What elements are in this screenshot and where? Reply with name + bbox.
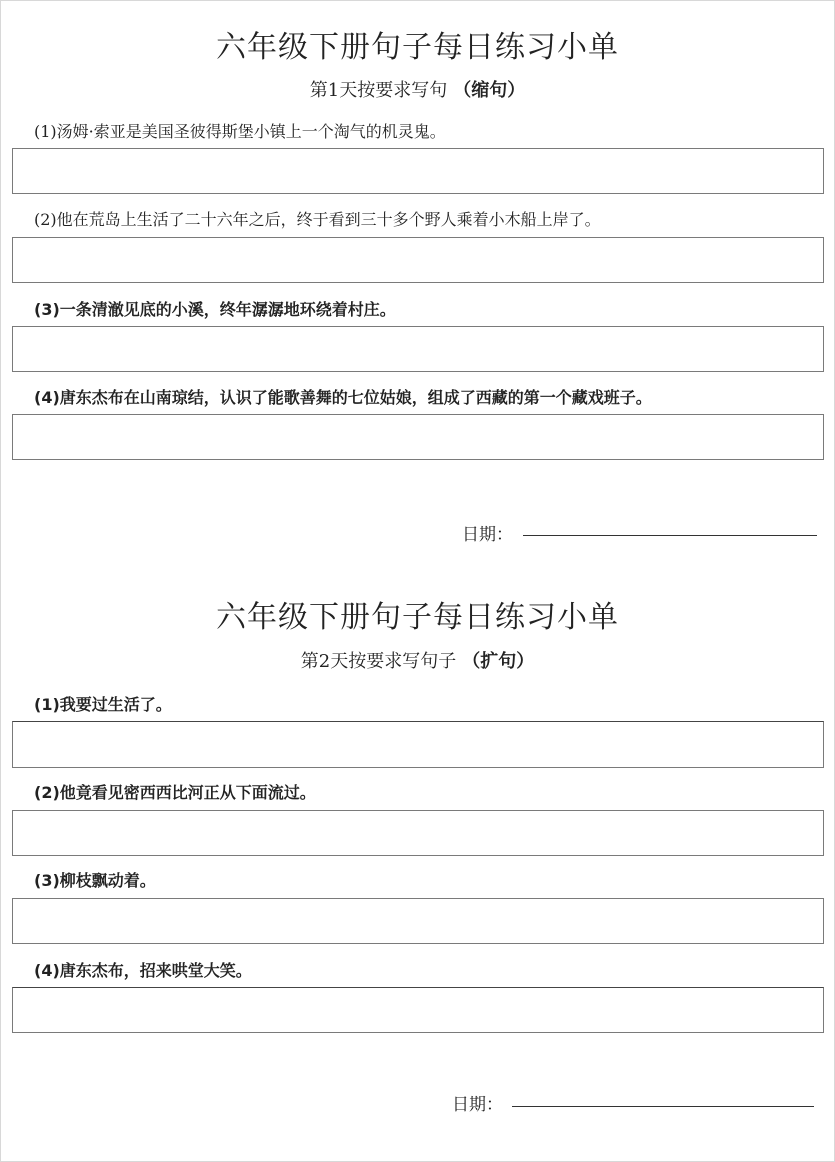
section2-answer-box-4[interactable] — [12, 987, 824, 1033]
section2-question-3: (3)柳枝飘动着。 — [34, 871, 156, 890]
section1-answer-box-4[interactable] — [12, 414, 824, 460]
section1-subtitle — [0, 76, 835, 102]
section2-date-label: 日期： — [452, 1095, 503, 1115]
section2-subtitle-emphasis: （扩句） — [462, 651, 535, 672]
section2-answer-box-2[interactable] — [12, 810, 824, 856]
section2-title: 六年级下册句子每日练习小单 — [216, 600, 619, 635]
section2-question-1: (1)我要过生活了。 — [34, 695, 172, 714]
section2-question-2: (2)他竟看见密西西比河正从下面流过。 — [34, 783, 316, 802]
section1-answer-box-2[interactable] — [12, 237, 824, 283]
section1-answer-box-3[interactable] — [12, 326, 824, 372]
section2-question-4: (4)唐东杰布，招来哄堂大笑。 — [34, 961, 252, 980]
section1-question-2: (2)他在荒岛上生活了二十六年之后，终于看到三十多个野人乘着小木船上岸了。 — [34, 210, 601, 229]
section1-question-3: (3)一条清澈见底的小溪，终年潺潺地环绕着村庄。 — [34, 300, 396, 319]
section1-question-4: (4)唐东杰布在山南琼结，认识了能歌善舞的七位姑娘，组成了西藏的第一个藏戏班子。 — [34, 388, 652, 407]
section2-subtitle-text: 第2天按要求写句子 — [300, 651, 457, 672]
section1-date-line[interactable] — [523, 535, 817, 536]
section2-answer-box-3[interactable] — [12, 898, 824, 944]
section1-subtitle-text: 第1天按要求写句 — [309, 80, 448, 101]
section2-answer-box-1[interactable] — [12, 721, 824, 768]
section1-question-1: (1)汤姆·索亚是美国圣彼得斯堡小镇上一个淘气的机灵鬼。 — [34, 122, 446, 141]
section1-title: 六年级下册句子每日练习小单 — [216, 30, 619, 65]
section1-subtitle-emphasis: （缩句） — [453, 80, 526, 101]
section2-date-line[interactable] — [512, 1106, 814, 1107]
section2-subtitle — [0, 647, 835, 673]
section1-answer-box-1[interactable] — [12, 148, 824, 194]
section1-date-label: 日期： — [462, 525, 513, 545]
